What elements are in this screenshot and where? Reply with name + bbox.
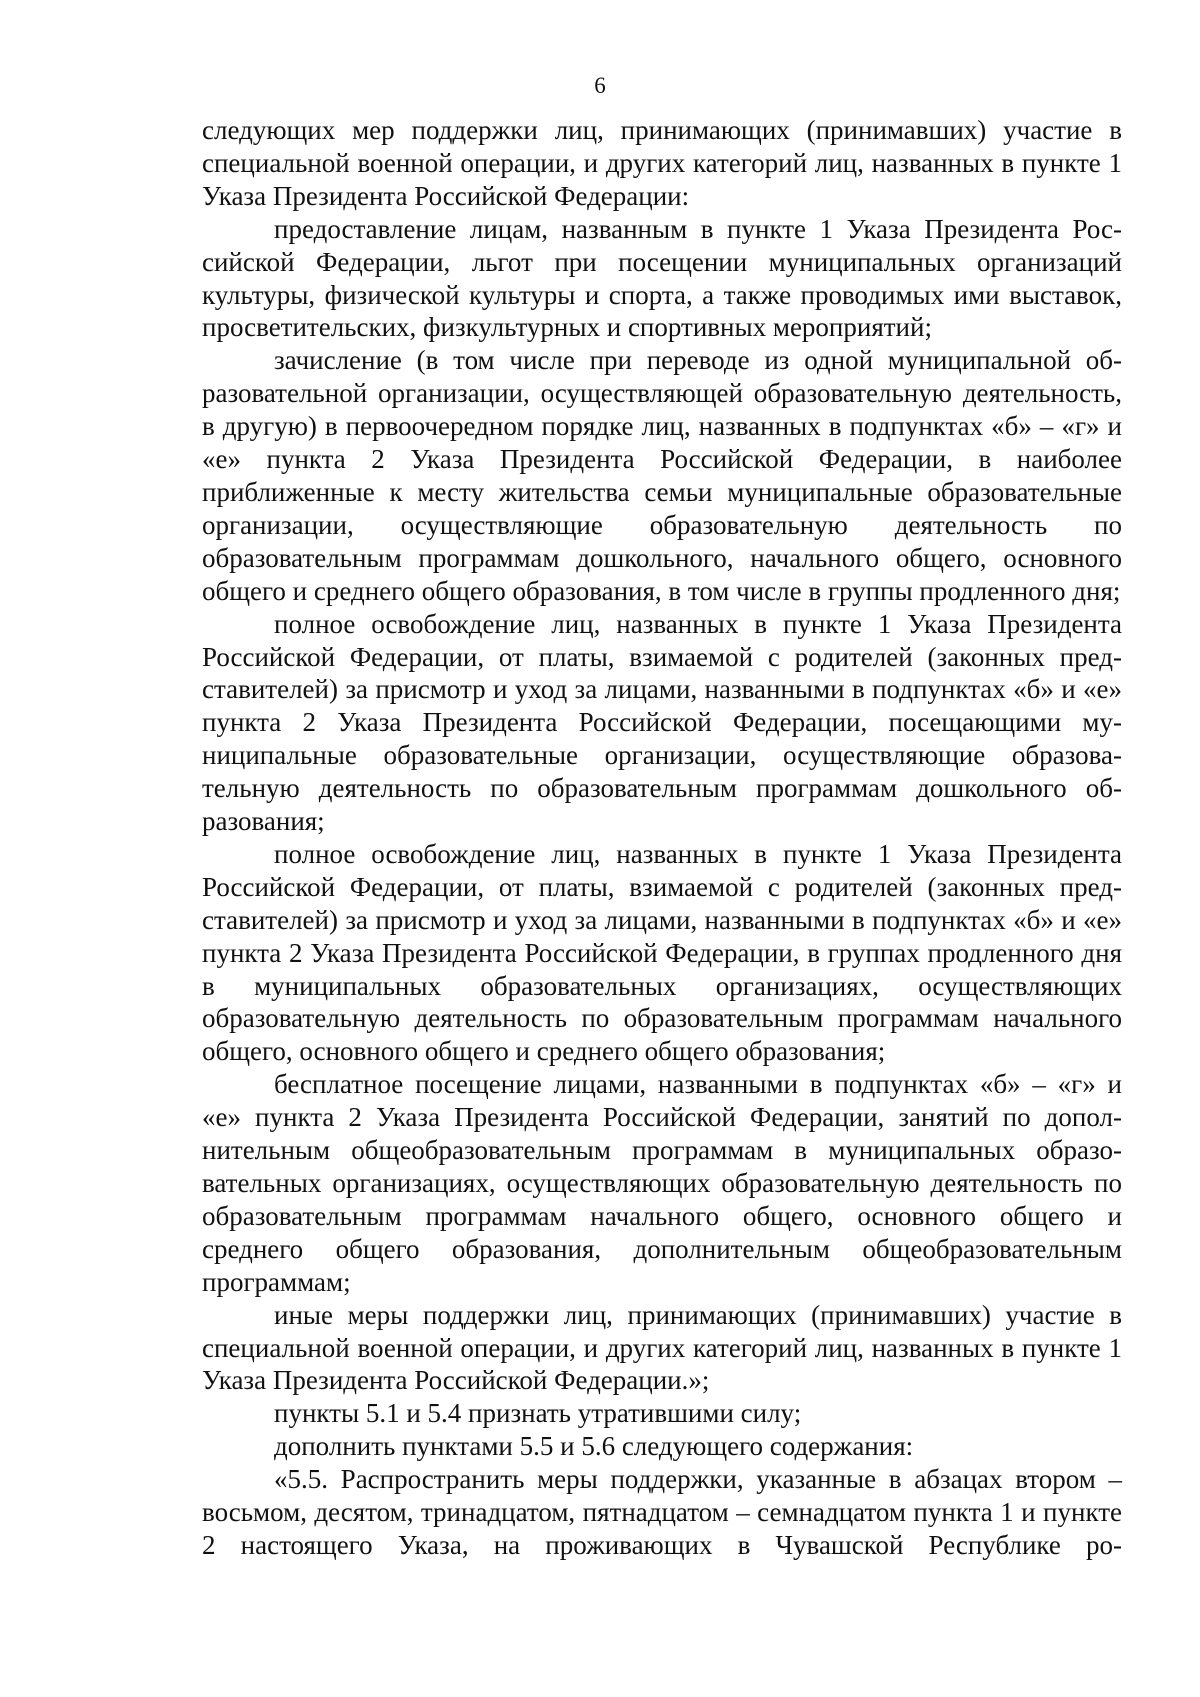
paragraph-benefits-culture-sport: предоставление лицам, названным в пункте 1 Указа Президента Российской Федерации, льгот при посещении муниципальных организаций культуры, физической культуры и спорта, а также проводимых ими выставок, просветительских, физкультурных и спортивных мероприятий; (202, 213, 1122, 343)
paragraph-continuation: следующих мер поддержки лиц, принимающих (принимавших) участие в специальной военной операции, и других категорий лиц, названных в пункте 1 Указа Президента Российской Федерации: (202, 115, 1122, 211)
document-body (202, 114, 1122, 1562)
paragraph-fee-exemption-extended-day: полное освобождение лиц, названных в пункте 1 Указа Президента Российской Федерации, от платы, взимаемой с родителей (законных представителей) за присмотр и уход за лицами, названными в подпунктах «б» и «е» пункта 2 Указа Президента Российской Федерации, в группах продленного дня в муниципальных образовательных организациях, осуществляющих образовательную деятельность по образовательным программам начального общего, основного общего и среднего общего образования; (202, 838, 1122, 1067)
paragraph-fee-exemption-preschool: полное освобождение лиц, названных в пункте 1 Указа Президента Российской Федерации, от платы, взимаемой с родителей (законных представителей) за присмотр и уход за лицами, названными в подпунктах «б» и «е» пункта 2 Указа Президента Российской Федерации, посещающими муниципальные образовательные организации, осуществляющие образовательную деятельность по образовательным программам дошкольного образования; (202, 608, 1122, 837)
paragraph-point-5-5: «5.5. Распространить меры поддержки, указанные в абзацах втором – восьмом, десятом, тринадцатом, пятнадцатом – семнадцатом пункта 1 и пункте 2 настоящего Указа, на проживающих в Чувашской Республике ро- (202, 1464, 1122, 1560)
paragraph-repeal-points: пункты 5.1 и 5.4 признать утратившими силу; (274, 1398, 802, 1429)
paragraph-add-points: дополнить пунктами 5.5 и 5.6 следующего содержания: (274, 1431, 914, 1462)
paragraph-free-additional-education: бесплатное посещение лицами, названными в подпунктах «б» – «г» и «е» пункта 2 Указа Президента Российской Федерации, занятий по дополнительным общеобразовательным программам в муниципальных образовательных организациях, осуществляющих образовательную деятельность по образовательным программам начального общего, основного общего и среднего общего образования, дополнительным общеобразовательным программам; (202, 1069, 1122, 1297)
paragraph-other-support-measures: иные меры поддержки лиц, принимающих (принимавших) участие в специальной военной операции, и других категорий лиц, названных в пункте 1 Указа Президента Российской Федерации.»; (202, 1299, 1122, 1396)
page-number: 6 (594, 73, 606, 98)
paragraph-priority-enrollment: зачисление (в том числе при переводе из одной муниципальной образовательной организации, осуществляющей образовательную деятельность, в другую) в первоочередном порядке лиц, названных в подпунктах «б» – «г» и «е» пункта 2 Указа Президента Российской Федерации, в наиболее приближенные к месту жительства семьи муниципальные образовательные организации, осуществляющие образовательную деятельность по образовательным программам дошкольного, начального общего, основного общего и среднего общего образования, в том числе в группы продленного дня; (202, 345, 1122, 606)
